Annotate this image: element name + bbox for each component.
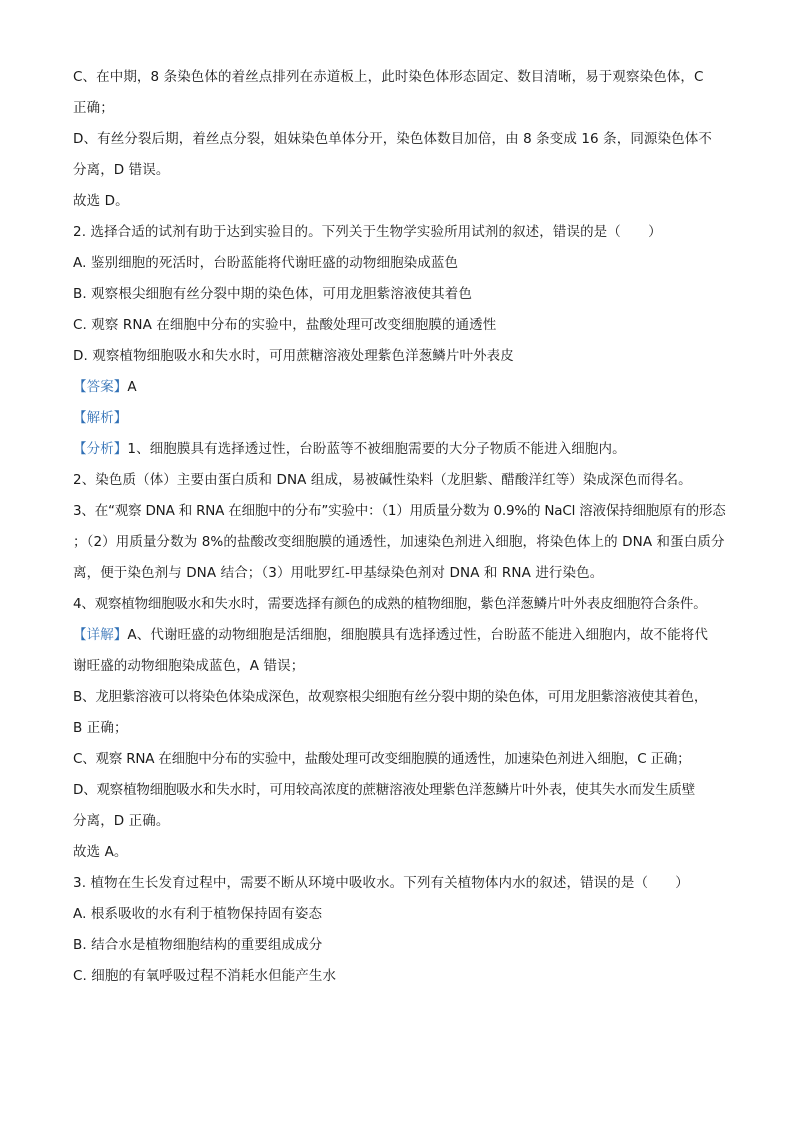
detail-text: A、代谢旺盛的动物细胞是活细胞，细胞膜具有选择透过性，台盼蓝不能进入细胞内，故不能将代 xyxy=(127,627,708,643)
question-2-stem: 2. 选择合适的试剂有助于达到实验目的。下列关于生物学实验所用试剂的叙述，错误的是（ ） xyxy=(73,224,662,240)
question-3-stem: 3. 植物在生长发育过程中，需要不断从环境中吸收水。下列有关植物体内水的叙述，错误的是（ ） xyxy=(73,875,689,891)
option-a: A. 根系吸收的水有利于植物保持固有姿态 xyxy=(73,906,323,922)
option-c: C. 细胞的有氧呼吸过程不消耗水但能产生水 xyxy=(73,968,337,984)
option-d: D. 观察植物细胞吸水和失水时，可用蔗糖溶液处理紫色洋葱鳞片叶外表皮 xyxy=(73,348,514,364)
analysis-line: ；（2）用质量分数为 8%的盐酸改变细胞膜的通透性，加速染色剂进入细胞，将染色体上的 DNA 和蛋白质分 xyxy=(73,534,725,550)
detail-line: 分离，D 正确。 xyxy=(73,813,170,829)
answer-tag: 【答案】 xyxy=(73,379,128,395)
analysis-line: 2、染色质（体）主要由蛋白质和 DNA 组成，易被碱性染料（龙胆紫、醋酸洋红等）染成深色而得名。 xyxy=(73,472,692,488)
text-line: C、在中期，8 条染色体的着丝点排列在赤道板上，此时染色体形态固定、数目清晰，易于观察染色体，C xyxy=(73,69,704,85)
answer-value: A xyxy=(127,379,137,395)
analysis-heading xyxy=(73,403,733,434)
option-b: B. 观察根尖细胞有丝分裂中期的染色体，可用龙胆紫溶液使其着色 xyxy=(73,286,472,302)
answer-line xyxy=(73,372,733,403)
text-line: 分离，D 错误。 xyxy=(73,162,170,178)
option-b: B. 结合水是植物细胞结构的重要组成成分 xyxy=(73,937,323,953)
detail-line: C、观察 RNA 在细胞中分布的实验中，盐酸处理可改变细胞膜的通透性，加速染色剂进入细胞，C 正确； xyxy=(73,751,691,767)
analysis-line: 离，便于染色剂与 DNA 结合；（3）用吡罗红-甲基绿染色剂对 DNA 和 RNA 进行染色。 xyxy=(73,565,604,581)
detail-line: 故选 A。 xyxy=(73,844,128,860)
text-line: D、有丝分裂后期，着丝点分裂，姐妹染色单体分开，染色体数目加倍，由 8 条变成 16 条，同源染色体不 xyxy=(73,131,712,147)
detail-line xyxy=(73,620,733,651)
detail-line: B、龙胆紫溶液可以将染色体染成深色，故观察根尖细胞有丝分裂中期的染色体，可用龙胆紫溶液使其着色， xyxy=(73,689,708,705)
detail-line: D、观察植物细胞吸水和失水时，可用较高浓度的蔗糖溶液处理紫色洋葱鳞片叶外表，使其失水而发生质壁 xyxy=(73,782,695,798)
detail-line: B 正确； xyxy=(73,720,128,736)
document-page xyxy=(73,62,733,992)
analysis-line xyxy=(73,434,733,465)
text-line: 正确； xyxy=(73,100,114,116)
detail-tag: 【详解】 xyxy=(73,627,128,643)
text-line: 故选 D。 xyxy=(73,193,129,209)
analysis-line: 4、观察植物细胞吸水和失水时，需要选择有颜色的成熟的植物细胞，紫色洋葱鳞片叶外表皮细胞符合条件。 xyxy=(73,596,707,612)
detail-line: 谢旺盛的动物细胞染成蓝色，A 错误； xyxy=(73,658,305,674)
analysis-tag: 【解析】 xyxy=(73,410,128,426)
analysis-text: 1、细胞膜具有选择透过性，台盼蓝等不被细胞需要的大分子物质不能进入细胞内。 xyxy=(127,441,626,457)
analysis-line: 3、在“观察 DNA 和 RNA 在细胞中的分布”实验中：（1）用质量分数为 0.9%的 NaCl 溶液保持细胞原有的形态 xyxy=(73,503,726,519)
analysis-sub-tag: 【分析】 xyxy=(73,441,128,457)
option-c: C. 观察 RNA 在细胞中分布的实验中，盐酸处理可改变细胞膜的通透性 xyxy=(73,317,497,333)
option-a: A. 鉴别细胞的死活时，台盼蓝能将代谢旺盛的动物细胞染成蓝色 xyxy=(73,255,459,271)
